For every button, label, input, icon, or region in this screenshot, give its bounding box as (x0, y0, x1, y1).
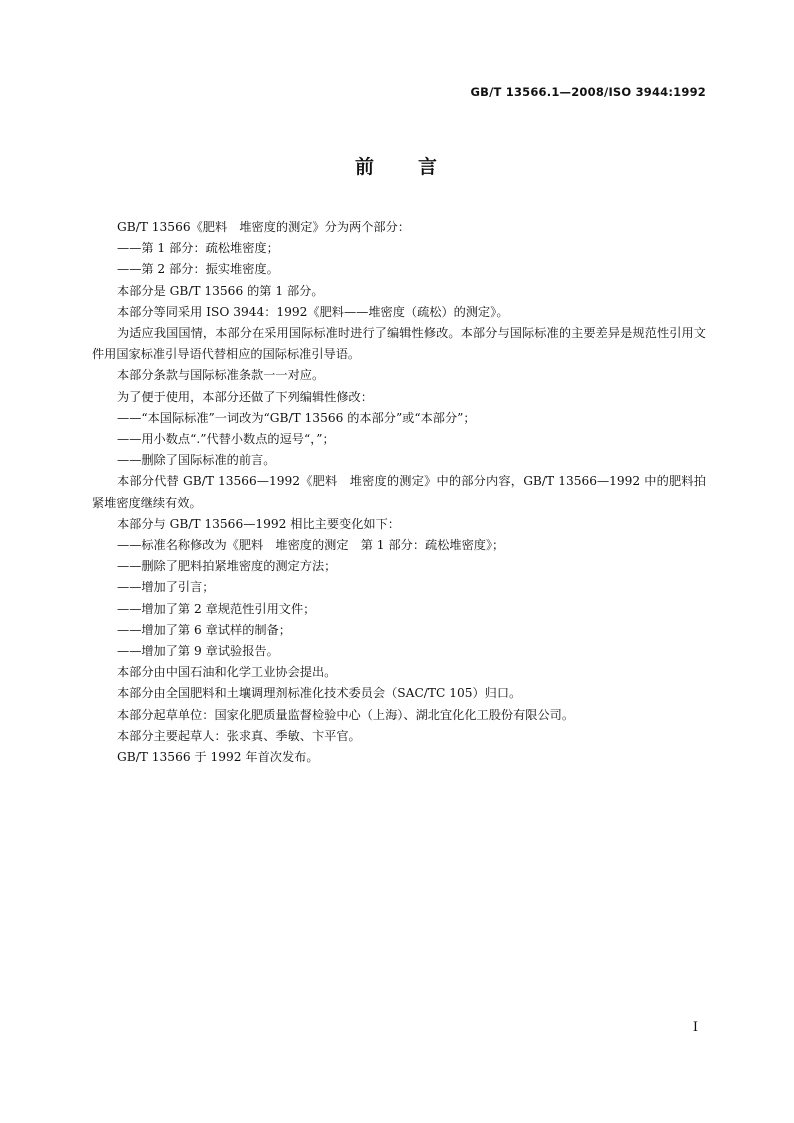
page-number: I (692, 1020, 698, 1035)
list-item: ——第 2 部分：振实堆密度。 (117, 262, 279, 277)
paragraph: 本部分起草单位：国家化肥质量监督检验中心（上海）、湖北宜化化工股份有限公司。 (117, 707, 575, 722)
list-item: ——增加了第 6 章试样的制备； (117, 622, 291, 637)
paragraph: 本部分由全国肥料和土壤调理剂标准化技术委员会（SAC/TC 105）归口。 (117, 686, 522, 701)
paragraph: GB/T 13566《肥料 堆密度的测定》分为两个部分： (117, 220, 410, 234)
paragraph: 本部分条款与国际标准条款一一对应。 (117, 368, 325, 383)
list-item: ——第 1 部分：疏松堆密度； (117, 241, 279, 256)
paragraph: 本部分由中国石油和化学工业协会提出。 (117, 665, 337, 680)
foreword-body (92, 217, 706, 768)
list-item: ——用小数点“.”代替小数点的逗号“，”； (117, 432, 335, 447)
paragraph: GB/T 13566 于 1992 年首次发布。 (117, 750, 319, 765)
list-item: ——“本国际标准”一词改为“GB/T 13566 的本部分”或“本部分”； (117, 410, 476, 425)
list-item: ——增加了第 2 章规范性引用文件； (117, 601, 316, 616)
list-item: ——删除了肥料拍紧堆密度的测定方法； (117, 559, 337, 574)
paragraph: 为适应我国国情，本部分在采用国际标准时进行了编辑性修改。本部分与国际标准的主要差异是规范性引用文件用国家标准引导语代替相应的国际标准引导语。 (92, 326, 706, 362)
list-item: ——增加了第 9 章试验报告。 (117, 644, 279, 659)
list-item: ——标准名称修改为《肥料 堆密度的测定 第 1 部分：疏松堆密度》； (117, 538, 505, 553)
page-title-char-1: 前 (354, 156, 376, 178)
page-title-char-2: 言 (418, 156, 440, 178)
paragraph: 为了便于使用，本部分还做了下列编辑性修改： (117, 389, 373, 404)
list-item: ——增加了引言； (117, 580, 215, 595)
page-title (0, 152, 794, 179)
paragraph: 本部分等同采用 ISO 3944：1992《肥料——堆密度（疏松）的测定》。 (117, 304, 509, 319)
paragraph: 本部分是 GB/T 13566 的第 1 部分。 (117, 283, 324, 298)
standard-code: GB/T 13566.1—2008/ISO 3944:1992 (470, 85, 706, 99)
paragraph: 本部分与 GB/T 13566—1992 相比主要变化如下： (117, 516, 400, 531)
paragraph: 本部分代替 GB/T 13566—1992《肥料 堆密度的测定》中的部分内容，GB/T 13566—1992 中的肥料拍紧堆密度继续有效。 (92, 474, 706, 510)
paragraph: 本部分主要起草人：张求真、季敏、卞平官。 (117, 728, 361, 743)
list-item: ——删除了国际标准的前言。 (117, 453, 276, 468)
